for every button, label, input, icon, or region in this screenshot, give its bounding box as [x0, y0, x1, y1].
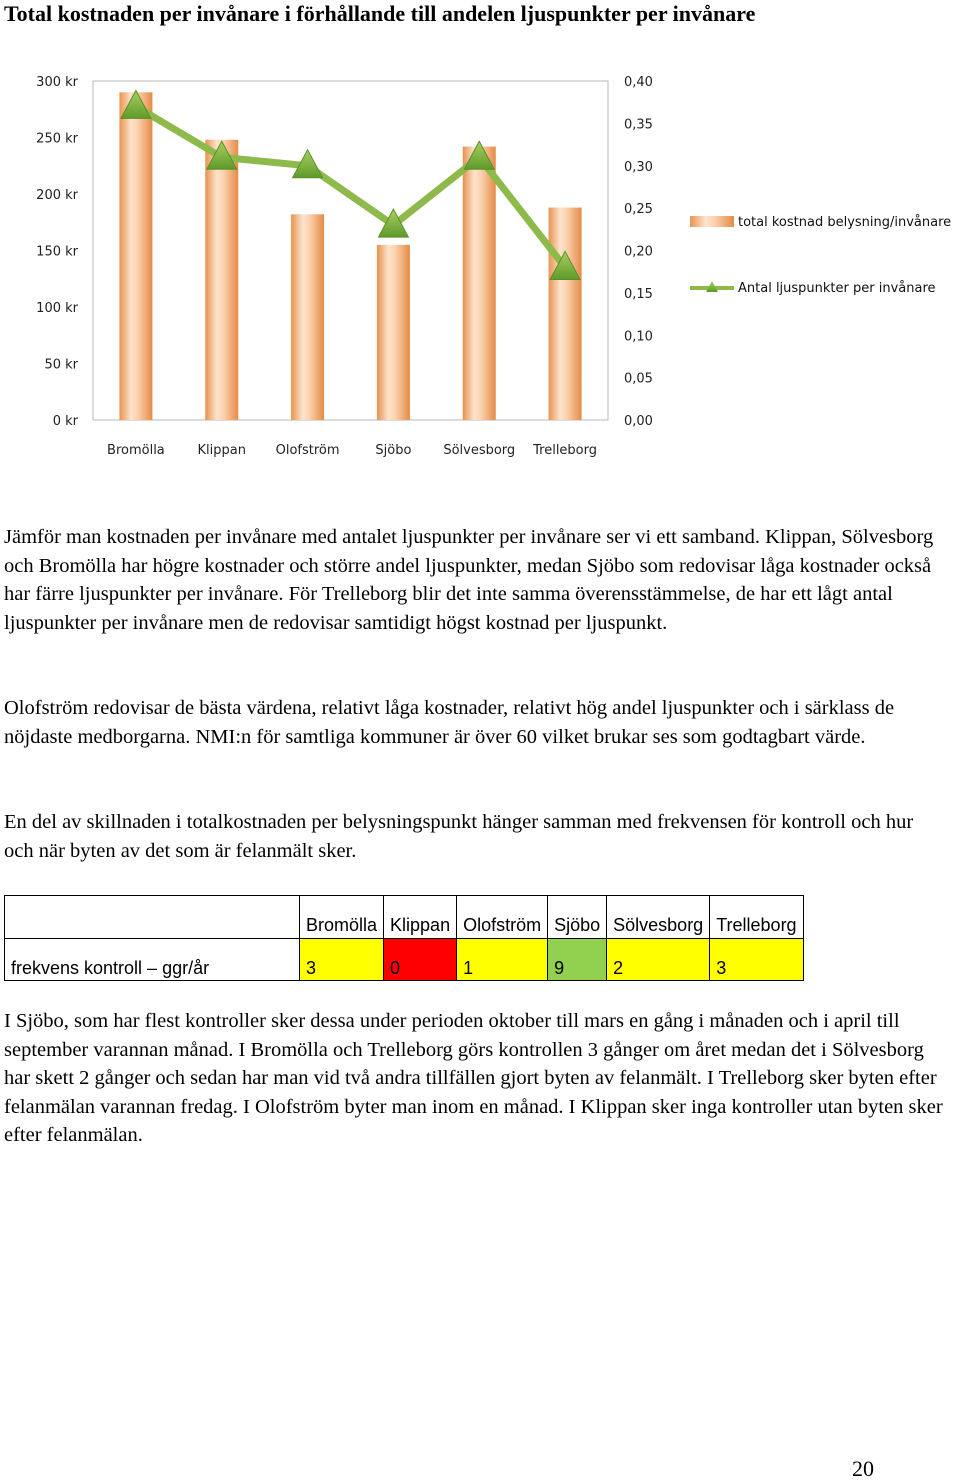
bar-olofström — [291, 214, 324, 420]
legend-label-cost: total kostnad belysning/invånare — [738, 215, 952, 230]
table-header-cell: Trelleborg — [710, 896, 803, 939]
left-axis-tick-label: 0 kr — [52, 414, 78, 429]
left-axis-tick-label: 150 kr — [36, 244, 78, 260]
chart-legend — [690, 215, 951, 296]
table-value-cell: 2 — [607, 939, 710, 981]
right-axis-tick-label: 0,30 — [624, 159, 653, 175]
bar-sjöbo — [377, 245, 410, 420]
frequency-table — [4, 895, 804, 981]
plot-area — [93, 81, 608, 420]
table-row-label: frekvens kontroll – ggr/år — [5, 939, 300, 981]
left-axis-tick-label: 300 kr — [36, 75, 78, 90]
frequency-table-row — [5, 939, 804, 981]
bar-bromölla — [119, 92, 152, 420]
table-header-cell: Sölvesborg — [607, 896, 710, 939]
left-axis-tick-label: 250 kr — [36, 131, 78, 147]
table-header-cell: Bromölla — [300, 896, 384, 939]
x-axis-category-label: Trelleborg — [533, 443, 598, 458]
x-axis-category-label: Sjöbo — [375, 443, 412, 458]
paragraph-correlation: Jämför man kostnaden per invånare med antalet ljuspunkter per invånare ser vi ett samband. Klippan, Sölvesborg och Bromölla har högre kostnader och större andel ljuspunkter, medan Sjöbo som redovisar låga kostnader också har färre ljuspunkter per invånare. För Trelleborg blir det inte samma överensstämmelse, de har ett lågt antal ljuspunkter per invånare men de redovisar samtidigt högst kostnad per ljuspunkt. — [4, 526, 934, 634]
left-axis-tick-label: 50 kr — [44, 357, 78, 373]
table-value-cell: 3 — [710, 939, 803, 981]
table-value-cell: 0 — [384, 939, 457, 981]
table-value-cell: 9 — [548, 939, 607, 981]
right-axis-tick-label: 0,20 — [624, 244, 653, 260]
page-number: 20 — [852, 1456, 874, 1481]
right-axis-tick-label: 0,15 — [624, 286, 653, 302]
right-axis-tick-label: 0,05 — [624, 371, 653, 387]
bar-trelleborg — [549, 208, 582, 420]
table-value-cell: 3 — [300, 939, 384, 981]
frequency-table-header — [5, 896, 804, 939]
table-corner-cell — [5, 896, 300, 939]
paragraph-frequency-intro: En del av skillnaden i totalkostnaden per belysningspunkt hänger samman med frekvensen för kontroll och hur och när byten av det som är felanmält sker. — [4, 811, 914, 862]
bar-klippan — [205, 140, 238, 420]
paragraph-olofstrom: Olofström redovisar de bästa värdena, relativt låga kostnader, relativt hög andel ljuspunkter och i särklass de nöjdaste medborgarna. NMI:n för samtliga kommuner är över 60 vilket brukar ses som godtagbart värde. — [4, 697, 895, 748]
right-axis-tick-label: 0,25 — [624, 202, 653, 218]
x-axis-category-label: Bromölla — [107, 443, 165, 458]
right-axis-tick-label: 0,10 — [624, 329, 653, 345]
cost-vs-lightpoints-chart — [0, 60, 960, 480]
table-header-cell: Klippan — [384, 896, 457, 939]
x-axis-category-label: Olofström — [275, 443, 340, 458]
page-title: Total kostnaden per invånare i förhållande till andelen ljuspunkter per invånare — [4, 1, 756, 26]
right-axis-tick-label: 0,35 — [624, 117, 653, 133]
x-axis-category-label: Sölvesborg — [443, 443, 516, 458]
right-axis-tick-label: 0,00 — [624, 414, 653, 429]
table-value-cell: 1 — [457, 939, 548, 981]
paragraph-control-details: I Sjöbo, som har flest kontroller sker dessa under perioden oktober till mars en gång i månaden och i april till september varannan månad. I Bromölla och Trelleborg görs kontrollen 3 gånger om året medan det i Sölvesborg har skett 2 gånger och sedan har man vid två andra tillfällen gjort byten av felanmält. I Trelleborg sker byten efter felanmälan varannan fredag. I Olofström byter man inom en månad. I Klippan sker inga kontroller utan byten sker efter felanmälan. — [4, 1010, 943, 1147]
table-header-cell: Olofström — [457, 896, 548, 939]
x-axis-category-label: Klippan — [197, 443, 246, 458]
left-axis-tick-label: 100 kr — [36, 301, 78, 316]
legend-swatch-cost — [690, 216, 734, 227]
legend-label-lightpoints: Antal ljuspunkter per invånare — [738, 281, 936, 296]
left-axis-tick-label: 200 kr — [36, 188, 78, 203]
bar-sölvesborg — [463, 147, 496, 420]
right-axis-tick-label: 0,40 — [624, 75, 653, 90]
table-header-cell: Sjöbo — [548, 896, 607, 939]
